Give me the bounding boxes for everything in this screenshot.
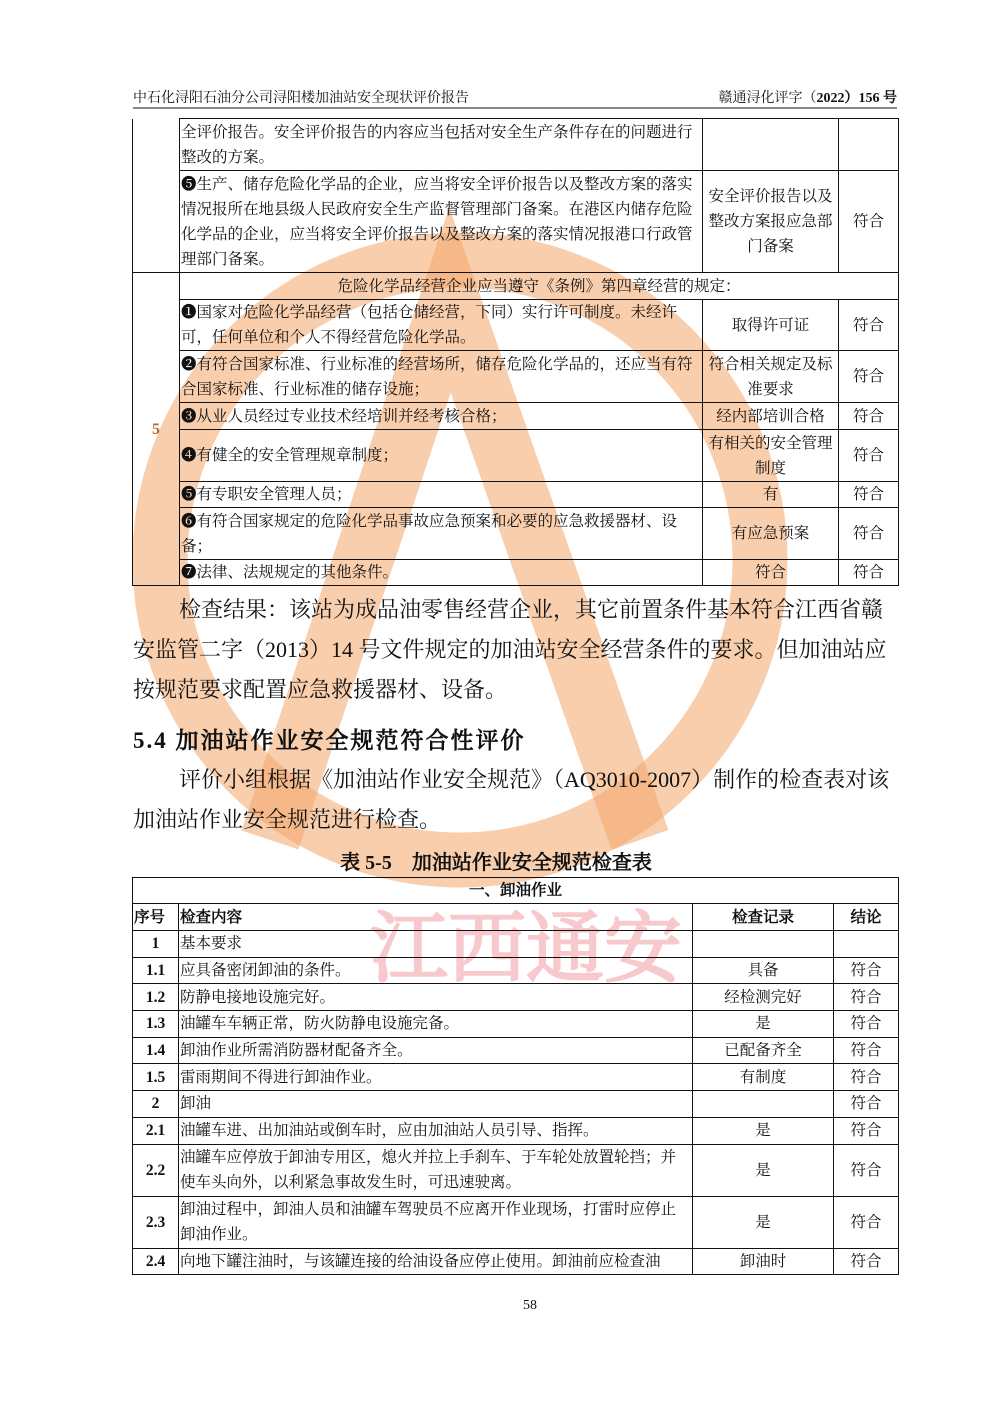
header-title: 中石化浔阳石油分公司浔阳楼加油站安全现状评价报告 [133,91,469,106]
row-number: 2.4 [133,1248,179,1275]
record-cell: 有制度 [693,1064,834,1091]
record-cell [703,119,839,171]
section-title-row [133,273,899,300]
record-cell [693,1091,834,1118]
table-row [133,403,899,430]
table-row [133,984,899,1011]
result-cell: 符合 [834,984,899,1011]
row-number: 2.2 [133,1144,179,1196]
content-cell: 应具备密闭卸油的条件。 [179,957,693,984]
table-row [133,351,899,403]
result-cell: 符合 [834,1064,899,1091]
record-cell: 有 [703,482,839,508]
record-cell: 取得许可证 [703,300,839,351]
record-cell: 具备 [693,957,834,984]
row-number: 1.5 [133,1064,179,1091]
header-doc-number: 赣通浔化评字（2022）156 号 [718,91,897,106]
table-caption: 表 5-5 加油站作业安全规范检查表 [340,852,652,874]
table-row [133,1196,899,1248]
content-cell: ❸从业人员经过专业技术经培训并经考核合格； [180,403,703,430]
content-cell: ❹有健全的安全管理规章制度； [180,430,703,482]
table-row [133,430,899,482]
intro-paragraph: 评价小组根据《加油站作业安全规范》（AQ3010-2007）制作的检查表对该加油站作业安全规范进行检查。 [133,767,890,832]
content-cell: ❷有符合国家标准、行业标准的经营场所，储存危险化学品的，还应当有符合国家标准、行业标准的储存设施； [180,351,703,403]
record-cell: 卸油时 [693,1248,834,1275]
row-number: 2.1 [133,1117,179,1144]
result-cell: 符合 [839,430,899,482]
requirements-table [132,118,899,586]
record-cell: 是 [693,1011,834,1038]
table-row [133,957,899,984]
content-cell: 油罐车应停放于卸油专用区，熄火并拉上手刹车、于车轮处放置轮挡；并使车头向外，以利紧急事故发生时，可迅速驶离。 [179,1144,693,1196]
table-header-row [133,904,899,931]
table-row [133,119,899,171]
record-cell: 安全评价报告以及整改方案报应急部门备案 [703,171,839,273]
result-cell: 符合 [839,403,899,430]
section-heading: 5.4 加油站作业安全规范符合性评价 [133,728,526,753]
result-cell [834,931,899,958]
record-cell: 经检测完好 [693,984,834,1011]
table-section-title: 一、卸油作业 [133,878,899,904]
content-cell: 向地下罐注油时，与该罐连接的给油设备应停止使用。卸油前应检查油 [179,1248,693,1275]
table-row [133,1091,899,1118]
table-row [133,508,899,560]
header-no: 序号 [133,904,179,931]
result-cell: 符合 [834,1011,899,1038]
section-number: 5 [133,273,180,586]
record-cell: 符合相关规定及标准要求 [703,351,839,403]
row-number: 1.4 [133,1037,179,1064]
table-row [133,1248,899,1275]
content-cell: ❺有专职安全管理人员； [180,482,703,508]
record-cell: 经内部培训合格 [703,403,839,430]
result-cell: 符合 [839,508,899,560]
result-paragraph: 检查结果：该站为成品油零售经营企业，其它前置条件基本符合江西省赣安监管二字（2013）14 号文件规定的加油站安全经营条件的要求。但加油站应按规范要求配置应急救援器材、设备。 [133,597,887,702]
record-cell: 有应急预案 [703,508,839,560]
table-row [133,1064,899,1091]
content-cell: ❼法律、法规规定的其他条件。 [180,560,703,586]
result-cell: 符合 [839,482,899,508]
result-cell: 符合 [839,300,899,351]
row-number: 1.2 [133,984,179,1011]
table-row [133,1011,899,1038]
result-cell: 符合 [834,957,899,984]
table-row [133,482,899,508]
header-record: 检查记录 [693,904,834,931]
table-row [133,1037,899,1064]
record-cell: 符合 [703,560,839,586]
result-cell: 符合 [834,1117,899,1144]
row-number: 1.1 [133,957,179,984]
content-cell: 基本要求 [179,931,693,958]
content-cell: 雷雨期间不得进行卸油作业。 [179,1064,693,1091]
content-cell: ❺生产、储存危险化学品的企业，应当将安全评价报告以及整改方案的落实情况报所在地县级人民政府安全生产监督管理部门备案。在港区内储存危险化学品的企业，应当将安全评价报告以及整改方案的落实情况报港口行政管理部门备案。 [180,171,703,273]
row-number: 2 [133,1091,179,1118]
table-row [133,931,899,958]
content-cell: 油罐车车辆正常，防火防静电设施完备。 [179,1011,693,1038]
result-cell: 符合 [834,1091,899,1118]
inspection-table [132,877,899,1275]
content-cell: ❶国家对危险化学品经营（包括仓储经营，下同）实行许可制度。未经许可，任何单位和个人不得经营危险化学品。 [180,300,703,351]
page-number: 58 [523,1298,537,1313]
table-row [133,560,899,586]
section-title: 危险化学品经营企业应当遵守《条例》第四章经营的规定： [180,273,899,300]
content-cell: 卸油 [179,1091,693,1118]
row-number: 2.3 [133,1196,179,1248]
content-cell: 全评价报告。安全评价报告的内容应当包括对安全生产条件存在的问题进行整改的方案。 [180,119,703,171]
content-cell: 油罐车进、出加油站或倒车时，应由加油站人员引导、指挥。 [179,1117,693,1144]
result-cell: 符合 [839,560,899,586]
content-cell: ❻有符合国家规定的危险化学品事故应急预案和必要的应急救援器材、设备； [180,508,703,560]
watermark-text: 江西通安 [370,905,683,992]
record-cell: 有相关的安全管理制度 [703,430,839,482]
result-cell: 符合 [834,1144,899,1196]
result-cell: 符合 [834,1248,899,1275]
row-number: 1.3 [133,1011,179,1038]
result-cell: 符合 [839,351,899,403]
header-content: 检查内容 [179,904,693,931]
record-cell [693,931,834,958]
record-cell: 是 [693,1117,834,1144]
row-number: 1 [133,931,179,958]
page-header [133,87,897,109]
result-cell [839,119,899,171]
table-row [133,1144,899,1196]
header-result: 结论 [834,904,899,931]
content-cell: 卸油作业所需消防器材配备齐全。 [179,1037,693,1064]
table-row [133,171,899,273]
record-cell: 是 [693,1196,834,1248]
table-row [133,1117,899,1144]
result-cell: 符合 [834,1196,899,1248]
content-cell: 卸油过程中，卸油人员和油罐车驾驶员不应离开作业现场，打雷时应停止卸油作业。 [179,1196,693,1248]
content-cell: 防静电接地设施完好。 [179,984,693,1011]
result-cell: 符合 [839,171,899,273]
table-row [133,300,899,351]
result-cell: 符合 [834,1037,899,1064]
record-cell: 是 [693,1144,834,1196]
record-cell: 已配备齐全 [693,1037,834,1064]
